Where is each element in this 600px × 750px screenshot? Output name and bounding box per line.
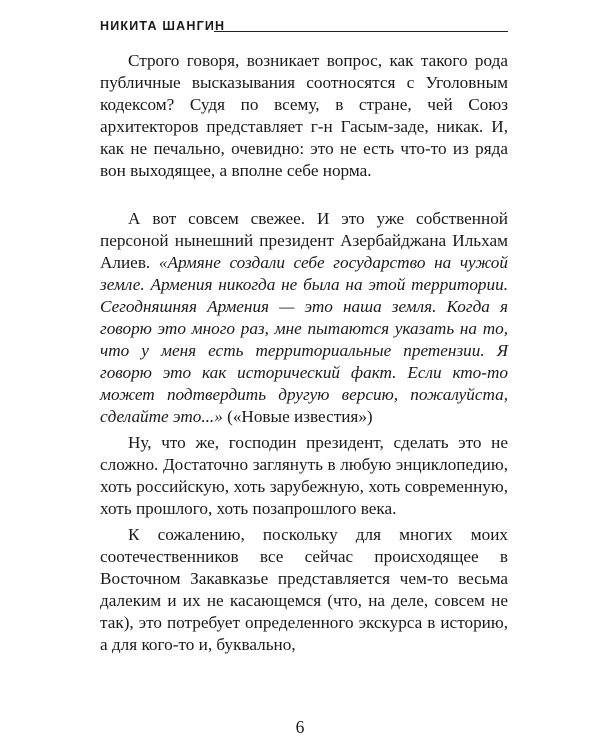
paragraph-2-source: («Новые известия») xyxy=(222,407,373,426)
text-block-top xyxy=(100,50,508,182)
page-number: 6 xyxy=(295,717,305,737)
paragraph-2-quote: «Армяне создали себе государство на чужой земле. Армения никогда не была на этой территории. Сегодняшняя Армения — это наша земля. Когда я говорю это много раз, мне пытаются указать на то, что у меня есть территориальные претензии. Я говорю это как исторический факт. Если кто-то может подтвердить другую версию, пожалуйста, сделайте это...» xyxy=(100,253,508,426)
paragraph-2 xyxy=(100,208,508,428)
paragraph-1: Строго говоря, возникает вопрос, как такого рода публичные высказывания соотносятся с Уголовным кодексом? Судя по всему, в стране, чей Союз архитекторов представляет г-н Гасым-заде, никак. И, как не печально, очевидно: это не есть что-то из ряда вон выходящее, а вполне себе норма. xyxy=(100,51,508,180)
paragraph-2-intro: А вот совсем свежее. И это уже собственной персоной нынешний президент Азербайджана Ильхам Алиев. xyxy=(100,209,508,272)
header-rule xyxy=(214,31,508,32)
text-block-main xyxy=(100,208,508,656)
header-author: НИКИТА ШАНГИН xyxy=(100,19,226,33)
running-header xyxy=(100,18,508,36)
paragraph-4: К сожалению, поскольку для многих моих соотечественников все сейчас происходящее в Восточном Закавказье представляется чем-то весьма далеким и их не касающемся (что, на деле, совсем не так), это потребует определенного экскурса в историю, а для кого-то и, буквально, xyxy=(100,525,508,654)
paragraph-3: Ну, что же, господин президент, сделать это не сложно. Достаточно заглянуть в любую энциклопедию, хоть российскую, хоть зарубежную, хоть современную, хоть прошлого, хоть позапрошлого века. xyxy=(100,433,508,518)
